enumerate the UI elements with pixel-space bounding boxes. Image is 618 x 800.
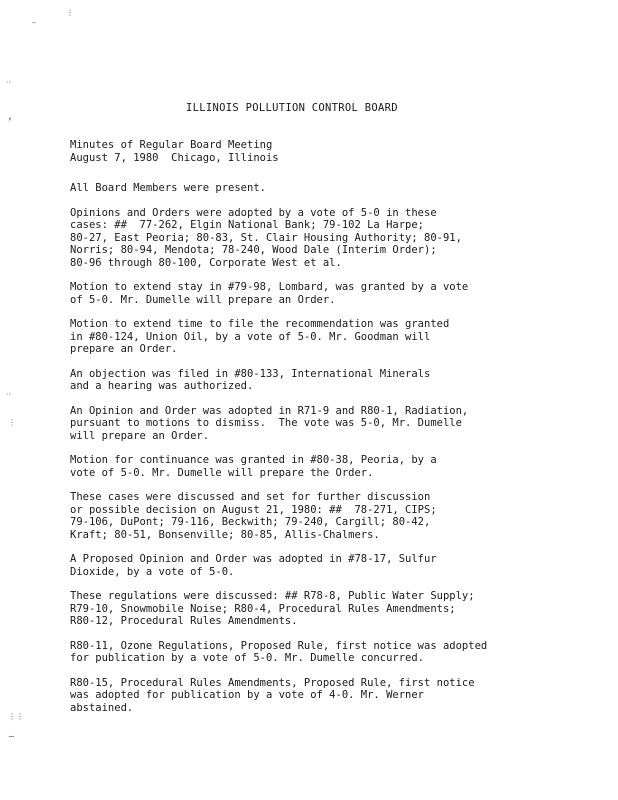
meeting-meta bbox=[70, 139, 279, 164]
scan-mark: ⋮ bbox=[8, 418, 16, 427]
paragraph-attendance: All Board Members were present. bbox=[70, 182, 266, 194]
scan-mark: ·· bbox=[6, 390, 12, 399]
meta-line: Minutes of Regular Board Meeting bbox=[70, 139, 273, 151]
minutes-body bbox=[70, 182, 600, 726]
paragraph-sulfur-dioxide: A Proposed Opinion and Order was adopted in #78-17, Sulfur Dioxide, by a vote of 5-0. bbox=[70, 553, 437, 578]
scan-mark: – bbox=[32, 18, 36, 27]
paragraph-motion-stay: Motion to extend stay in #79-98, Lombard, was granted by a vote of 5-0. Mr. Dumelle will prepare an Order. bbox=[70, 281, 469, 306]
scan-mark: ‚ bbox=[8, 108, 12, 122]
paragraph-regulations-discussed: These regulations were discussed: ## R78-8, Public Water Supply; R79-10, Snowmobile Noise; R80-4, Procedural Rules Amendments; R80-12, Procedural Rules Amendments. bbox=[70, 590, 475, 627]
paragraph-opinions-adopted: Opinions and Orders were adopted by a vote of 5-0 in these cases: ## 77-262, Elgin National Bank; 79-102 La Harpe; 80-27, East Peoria; 80-83, St. Clair Housing Authority; 80-91, Norris; 80-94, Mendota; 78-240, Wood Dale (Interim Order); 80-96 through 80-100, Corporate West et al. bbox=[70, 206, 462, 269]
paragraph-objection: An objection was filed in #80-133, International Minerals and a hearing was authorized. bbox=[70, 367, 431, 392]
paragraph-ozone: R80-11, Ozone Regulations, Proposed Rule, first notice was adopted for publication by a vote of 5-0. Mr. Dumelle concurred. bbox=[70, 639, 488, 664]
scan-mark: ⋮ bbox=[66, 8, 74, 17]
paragraph-radiation: An Opinion and Order was adopted in R71-9 and R80-1, Radiation, pursuant to motions to dismiss. The vote was 5-0, Mr. Dumelle will prepare an Order. bbox=[70, 404, 469, 442]
document-heading: ILLINOIS POLLUTION CONTROL BOARD bbox=[186, 102, 398, 114]
paragraph-continuance: Motion for continuance was granted in #80-38, Peoria, by a vote of 5-0. Mr. Dumelle will prepare the Order. bbox=[70, 454, 437, 479]
paragraph-motion-extend-time: Motion to extend time to file the recommendation was granted in #80-124, Union Oil, by a vote of 5-0. Mr. Goodman will prepare an Order. bbox=[70, 318, 450, 355]
scan-mark: ∼ bbox=[8, 732, 15, 741]
scan-mark: ·· bbox=[6, 78, 12, 87]
paragraph-procedural-rules: R80-15, Procedural Rules Amendments, Proposed Rule, first notice was adopted for publication by a vote of 4-0. Mr. Werner abstained. bbox=[70, 676, 475, 714]
meta-line: August 7, 1980 Chicago, Illinois bbox=[70, 151, 279, 164]
scan-mark: ⋮⋮ bbox=[8, 712, 24, 721]
paragraph-further-discussion: These cases were discussed and set for further discussion or possible decision on August 21, 1980: ## 78-271, CIPS; 79-106, DuPont; 79-116, Beckwith; 79-240, Cargill; 80-42, Kraft; 80-51, Bonsenville; 80-85, Allis-Chalmers. bbox=[70, 491, 437, 541]
